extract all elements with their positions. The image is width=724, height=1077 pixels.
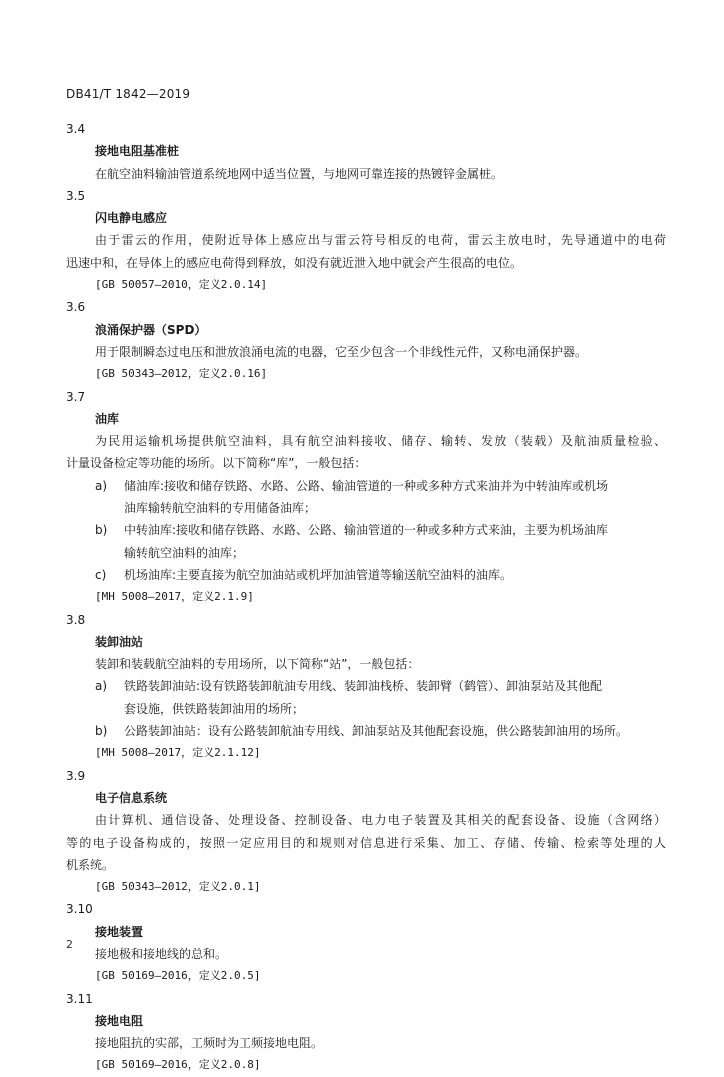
list-item-text: 中转油库:接收和储存铁路、水路、公路、输油管道的一种或多种方式来油，主要为机场油库: [124, 523, 609, 538]
definition-line: 装卸和装载航空油料的专用场所，以下简称“站”，一般包括：: [95, 657, 420, 672]
definition-line: 机系统。: [66, 857, 115, 872]
list-item: [66, 564, 666, 586]
clause-number: 3.6: [66, 300, 86, 315]
list-item-label: b): [95, 523, 108, 538]
definition-line: 为民用运输机场提供航空油料，具有航空油料接收、储存、输转、发放（装载）及航油质量检验、: [95, 434, 666, 449]
list-item-text: 铁路装卸油站:设有铁路装卸航油专用线、装卸油栈桥、装卸臂（鹤管）、卸油泵站及其他配: [124, 679, 603, 694]
definition-line: 迅速中和，在导体上的感应电荷得到释放，如没有就近泄入地中就会产生很高的电位。: [66, 255, 523, 270]
definition-line: 在航空油料输油管道系统地网中适当位置，与地网可靠连接的热镀锌金属桩。: [95, 166, 504, 181]
list-item: [66, 519, 666, 541]
page-number: 2: [66, 938, 73, 951]
list-item-label: c): [95, 567, 107, 582]
definition-line: 等的电子设备构成的，按照一定应用目的和规则对信息进行采集、加工、存储、传输、检索等处理的人: [66, 835, 666, 850]
list-item: [66, 475, 666, 497]
term-title: 装卸油站: [95, 634, 144, 649]
definition-line: 计量设备检定等功能的场所。以下简称“库”，一般包括：: [66, 456, 367, 471]
definition-line: 由计算机、通信设备、处理设备、控制设备、电力电子装置及其相关的配套设备、设施（含网络）: [95, 813, 666, 828]
source-reference: [MH 5008—2017，定义2.1.12]: [95, 746, 261, 760]
list-item: [66, 720, 666, 742]
list-item-text: 油库输转航空油料的专用储备油库；: [124, 501, 317, 516]
source-reference: [GB 50057—2010，定义2.0.14]: [95, 278, 268, 292]
list-item-text: 输转航空油料的油库；: [124, 545, 245, 560]
list-item: [66, 675, 666, 697]
list-item-label: a): [95, 478, 108, 493]
definition-line: 用于限制瞬态过电压和泄放浪涌电流的电器，它至少包含一个非线性元件，又称电涌保护器。: [95, 344, 588, 359]
list-item-text: 公路装卸油站：设有公路装卸航油专用线、卸油泵站及其他配套设施，供公路装卸油用的场所。: [124, 724, 629, 739]
list-item-text: 储油库:接收和储存铁路、水路、公路、输油管道的一种或多种方式来油并为中转油库或机场: [124, 478, 609, 493]
list-item-label: b): [95, 724, 108, 739]
clause-number: 3.4: [66, 122, 86, 136]
source-reference: [GB 50169—2016，定义2.0.8]: [95, 1058, 261, 1072]
source-reference: [GB 50169—2016，定义2.0.5]: [95, 969, 261, 983]
term-title: 浪涌保护器（SPD）: [95, 322, 207, 337]
term-title: 接地电阻: [95, 1013, 144, 1028]
term-title: 接地装置: [95, 924, 144, 939]
source-reference: [MH 5008—2017，定义2.1.9]: [95, 590, 254, 604]
list-item-text: 套设施，供铁路装卸油用的场所；: [124, 701, 305, 716]
term-title: 电子信息系统: [95, 790, 168, 805]
list-item-label: a): [95, 679, 108, 694]
list-item-text: 机场油库:主要直接为航空加油站或机坪加油管道等输送航空油料的油库。: [124, 567, 513, 582]
clause-number: 3.5: [66, 188, 86, 203]
clause-number: 3.9: [66, 768, 86, 783]
definition-line: 由于雷云的作用，使附近导体上感应出与雷云符号相反的电荷，雷云主放电时，先导通道中的电荷: [95, 233, 666, 248]
term-title: 闪电静电感应: [95, 211, 168, 226]
term-title: 接地电阻基准桩: [95, 144, 180, 159]
standard-header: DB41/T 1842—2019: [66, 87, 191, 101]
definitions-list: [66, 118, 666, 1077]
clause-number: 3.10: [66, 902, 93, 917]
source-reference: [GB 50343—2012，定义2.0.16]: [95, 367, 268, 381]
definition-line: 接地阻抗的实部，工频时为工频接地电阻。: [95, 1036, 324, 1051]
source-reference: [GB 50343—2012，定义2.0.1]: [95, 880, 261, 894]
term-title: 油库: [95, 411, 120, 426]
clause-number: 3.7: [66, 389, 86, 404]
definition-line: 接地极和接地线的总和。: [95, 946, 228, 961]
clause-number: 3.11: [66, 991, 93, 1006]
clause-number: 3.8: [66, 612, 86, 627]
